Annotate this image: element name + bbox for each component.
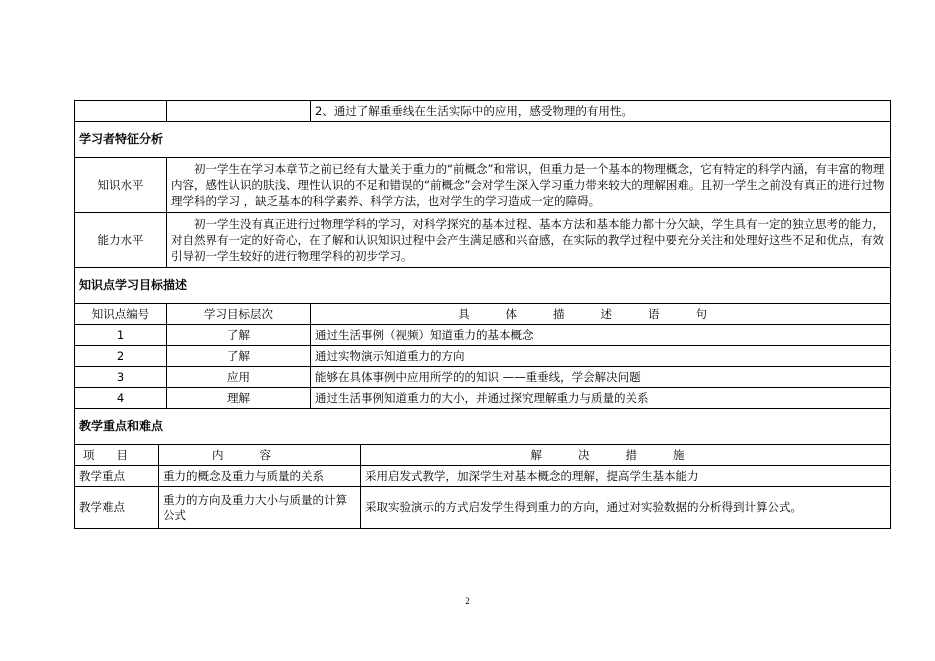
knowledge-level-row	[75, 158, 891, 213]
col-header-item: 项目	[75, 445, 159, 466]
ability-level-label: 能力水平	[75, 213, 167, 268]
objective-num: 4	[75, 388, 167, 409]
col-header-level: 学习目标层次	[167, 304, 311, 325]
lesson-plan-table	[74, 100, 891, 445]
table-row	[75, 325, 891, 346]
section-title: 学习者特征分析	[75, 122, 891, 158]
keypoints-section-header	[75, 409, 891, 445]
objective-level: 应用	[167, 367, 311, 388]
keypoint-item: 教学重点	[75, 466, 159, 487]
table-row	[75, 388, 891, 409]
keypoint-item: 教学难点	[75, 487, 159, 529]
objective-desc: 通过生活事例（视频）知道重力的基本概念	[311, 325, 891, 346]
learner-section-header	[75, 122, 891, 158]
col-header-desc: 具体描述语句	[311, 304, 891, 325]
keypoints-header-row	[75, 445, 891, 466]
objective-level: 了解	[167, 346, 311, 367]
ability-level-text: 初一学生没有真正进行过物理学科的学习，对科学探究的基本过程、基本方法和基本能力都十分欠缺，学生具有一定的独立思考的能力，对自然界有一定的好奇心，在了解和认识知识过程中会产生满足感和兴奋感，在实际的教学过程中要充分关注和处理好这些不足和优点，有效引导初一学生较好的进行物理学科的初步学习。	[167, 213, 891, 268]
objective-desc: 能够在具体事例中应用所学的的知识 ——重垂线，学会解决问题	[311, 367, 891, 388]
objective-num: 3	[75, 367, 167, 388]
knowledge-level-text: 初一学生在学习本章节之前已经有大量关于重力的“前概念”和常识，但重力是一个基本的物理概念，它有特定的科学内涵，有丰富的物理内容，感性认识的肤浅、理性认识的不足和错误的“前概念”会对学生深入学习重力带来较大的理解困难。且初一学生之前没有真正的进行过物理学科的学习 ，缺乏基本的科学素养、科学方法，也对学生的学习造成一定的障碍。	[167, 158, 891, 213]
col-header-content: 内容	[159, 445, 361, 466]
ability-level-row	[75, 213, 891, 268]
continued-objective-row	[75, 101, 891, 122]
keypoint-content: 重力的概念及重力与质量的关系	[159, 466, 361, 487]
keypoint-measure: 采取实验演示的方式启发学生得到重力的方向，通过对实验数据的分析得到计算公式。	[361, 487, 891, 529]
continued-objective-text: 2、通过了解重垂线在生活实际中的应用，感受物理的有用性。	[311, 101, 891, 122]
table-row	[75, 487, 891, 529]
objective-desc: 通过实物演示知道重力的方向	[311, 346, 891, 367]
objective-num: 2	[75, 346, 167, 367]
keypoint-content: 重力的方向及重力大小与质量的计算公式	[159, 487, 361, 529]
table-row	[75, 367, 891, 388]
page-number: 2	[465, 596, 470, 606]
objective-num: 1	[75, 325, 167, 346]
keypoints-table	[74, 444, 891, 529]
keypoint-measure: 采用启发式教学，加深学生对基本概念的理解，提高学生基本能力	[361, 466, 891, 487]
table-row	[75, 466, 891, 487]
objective-level: 理解	[167, 388, 311, 409]
lesson-plan-document	[74, 100, 890, 529]
section-title: 教学重点和难点	[75, 409, 891, 445]
objective-level: 了解	[167, 325, 311, 346]
section-title: 知识点学习目标描述	[75, 268, 891, 304]
col-header-measure: 解决措施	[361, 445, 891, 466]
objective-desc: 通过生活事例知道重力的大小，并通过探究理解重力与质量的关系	[311, 388, 891, 409]
col-header-num: 知识点编号	[75, 304, 167, 325]
objectives-header-row	[75, 304, 891, 325]
table-row	[75, 346, 891, 367]
knowledge-level-label: 知识水平	[75, 158, 167, 213]
objectives-section-header	[75, 268, 891, 304]
